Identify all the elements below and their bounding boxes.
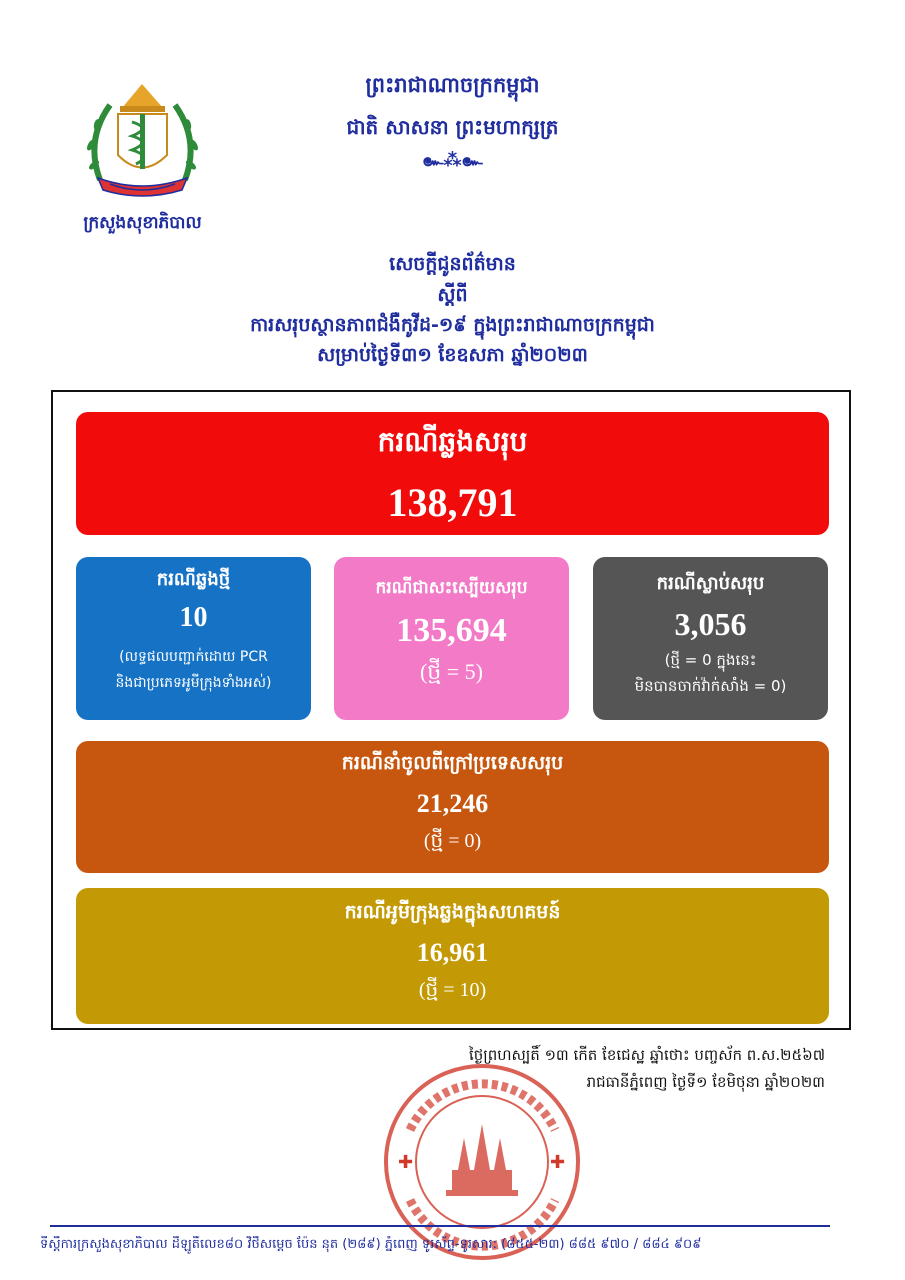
imported-cases-value: 21,246 <box>416 789 489 818</box>
total-cases-label: ករណីឆ្លងសរុប <box>377 425 528 458</box>
recovered-label: ករណីជាសះស្បើយសរុប <box>375 578 528 598</box>
deaths-value: 3,056 <box>674 606 747 642</box>
announcement-about: ស្តីពី <box>437 284 468 306</box>
total-cases-value: 138,791 <box>387 480 518 525</box>
new-cases-note-line2: និងជាប្រភេទអូមីក្រុងទាំងអស់) <box>115 675 272 691</box>
imported-cases-box <box>76 741 829 873</box>
imported-cases-label: ករណីនាំចូលពីក្រៅប្រទេសសរុប <box>341 752 564 774</box>
ornament-divider: ๛⁂๛ <box>422 150 483 171</box>
total-cases-box <box>76 412 829 535</box>
svg-text:✚: ✚ <box>550 1152 566 1173</box>
community-cases-label: ករណីអូមីក្រុងឆ្លងក្នុងសហគមន៍ <box>344 901 561 923</box>
announcement-title: សេចក្តីជូនព័ត៌មាន <box>389 253 516 275</box>
announcement-date: សម្រាប់ថ្ងៃទី៣១ ខែឧសភា ឆ្នាំ២០២៣ <box>317 344 588 366</box>
recovered-value: 135,694 <box>396 612 507 649</box>
national-motto: ជាតិ សាសនា ព្រះមហាក្សត្រ <box>346 115 559 139</box>
footer-address: ទីស្តីការក្រសួងសុខាភិបាល ដីឡូតិ៍លេខ៨០ វិថីសម្តេច ប៉ែន នុត (២៨៩) ភ្នំពេញ ទូរស័ព្ទ-ទូរសារ: (៨៥៥-២៣) ៨៨៥ ៩៧០ / ៨៨៤ ៩០៩ <box>40 1237 702 1252</box>
announcement-subject: ការសរុបស្ថានភាពជំងឺកូវីដ-១៩ ក្នុងព្រះរាជាណាចក្រកម្ពុជា <box>250 314 655 336</box>
kingdom-title: ព្រះរាជាណាចក្រកម្ពុជា <box>365 73 540 97</box>
deaths-box <box>593 557 828 720</box>
new-cases-note-line1: (លទ្ធផលបញ្ជាក់ដោយ PCR <box>119 649 268 665</box>
community-cases-value: 16,961 <box>416 938 489 967</box>
recovered-note: (ថ្មី = 5) <box>419 659 484 684</box>
community-cases-box <box>76 888 829 1024</box>
lunar-date: ថ្ងៃព្រហស្បតិ៍ ១៣ កើត ខែជេស្ឋ ឆ្នាំថោះ បញ្ចស័ក ព.ស.២៥៦៧ <box>468 1046 825 1064</box>
footer-divider <box>50 1225 830 1227</box>
ministry-name: ក្រសួងសុខាភិបាល <box>83 213 202 233</box>
solar-date: រាជធានីភ្នំពេញ ថ្ងៃទី១ ខែមិថុនា ឆ្នាំ២០២៣ <box>586 1073 825 1091</box>
new-cases-value: 10 <box>179 602 208 633</box>
deaths-note-line1: (ថ្មី = 0 ក្នុងនេះ <box>664 651 757 669</box>
official-seal-icon <box>380 1060 585 1265</box>
deaths-label: ករណីស្លាប់សរុប <box>656 573 765 594</box>
community-cases-note: (ថ្មី = 10) <box>418 979 487 1001</box>
svg-text:✚: ✚ <box>398 1152 414 1173</box>
new-cases-box <box>76 557 311 720</box>
deaths-note-line2: មិនបានចាក់វ៉ាក់សាំង = 0) <box>634 677 787 695</box>
imported-cases-note: (ថ្មី = 0) <box>423 830 482 852</box>
new-cases-label: ករណីឆ្លងថ្មី <box>156 569 231 590</box>
recovered-box <box>334 557 569 720</box>
